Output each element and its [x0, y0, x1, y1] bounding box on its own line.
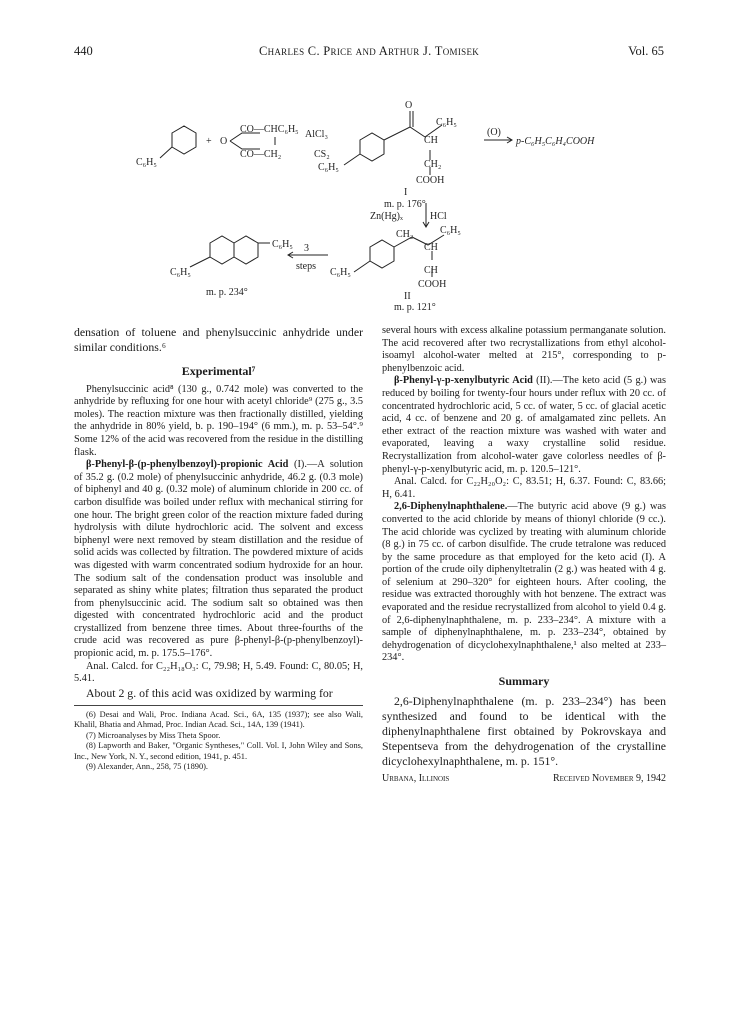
ii-ch: CH	[424, 242, 438, 253]
compound-I-title: β-Phenyl-β-(p-phenylbenzoyl)-propionic Acid	[86, 459, 289, 471]
summary-text: 2,6-Diphenylnaphthalene (m. p. 233–234°) has been synthesized and found to be identical with the diphenylnaphthalene first obtained by Pokrovskaya and Stepentseva from the dehydrogenation of the crystalline dicyclohexylnaphthalene, m. p. 151°.	[382, 693, 666, 768]
mp-naph: m. p. 234°	[206, 287, 248, 298]
paragraph-naphthalene	[382, 501, 666, 665]
paragraph-butyric-acid	[382, 375, 666, 476]
signature-line	[382, 773, 666, 786]
summary-heading: Summary	[498, 674, 550, 689]
intro-text: densation of toluene and phenylsuccinic anhydride under similar conditions.⁶	[74, 325, 363, 354]
naphthalene-ring-a	[210, 236, 234, 264]
ii-ch2: CH₂	[396, 229, 414, 240]
keto-cooh: COOH	[416, 175, 445, 186]
acid-II-ring	[370, 240, 394, 268]
oxidation-label: (O)	[487, 127, 501, 138]
naphthalene-text: —The butyric acid above (9 g.) was converted to the acid chloride by means of thionyl chloride (9 cc.). The acid chloride was cyclized by treating with aluminum chloride (8 g.) in 75 cc. of carbon disulfide. The crude tetralone was reduced by the same procedure as that employed for the keto acid (I). A portion of the crude oily diphenyltetralin (2 g.) was heated with 4 g. of selenium at 290–320° for eighteen hours. After cooling, the residue was extracted thoroughly with hot benzene. The extract was evaporated and the residue recrystallized from alcohol to yield 0.4 g. of 2,6-diphenylnaphthalene, m. p. 233–234°. A mixture with a sample of diphenylnaphthalene, m. p. 233–234°, obtained by dehydrogenation of dicyclohexylnaphthalene,¹ also melted at 233–234°.	[382, 501, 666, 664]
footnote-9: (9) Alexander, Ann., 258, 75 (1890).	[86, 762, 209, 772]
compound-II-text: (II).—The keto acid (5 g.) was reduced by boiling for twenty-four hours under reflux with 20 cc. of concentrated hydrochloric acid, 5 cc. of water, 5 cc. of glacial acetic acid, 4 cc. of benzene and 20 g. of amalgamated zinc pellets. An ether extract of the reaction mixture was washed with water and evaporated, leaving a waxy crystalline solid residue. Recrystallization from alcohol-water gave colorless needles of β-phenyl-γ-p-xenylbutyric acid, m. p. 120.5–121°.	[382, 375, 666, 475]
ii-ch-b: CH	[424, 265, 438, 276]
paragraph-keto-acid	[74, 459, 363, 661]
naphthalene-title: 2,6-Diphenylnaphthalene.	[394, 501, 508, 513]
keto-ch2: CH₂	[424, 159, 442, 170]
keto-c6h5: C₆H₅	[436, 117, 457, 128]
anhydride-top: CO—CHC₆H₅	[240, 124, 299, 135]
compound-II-title: β-Phenyl-γ-p-xenylbutyric Acid	[394, 375, 533, 387]
footnote-rule	[74, 705, 363, 706]
oxidation-product: p-C₆H₅C₆H₄COOH	[516, 136, 595, 147]
page-number: 440	[74, 44, 93, 58]
label-II: II	[404, 291, 411, 302]
reagent-alcl3: AlCl₃	[305, 129, 328, 140]
steps-word: steps	[296, 261, 316, 272]
keto-acid-ring	[360, 133, 384, 161]
reduction-hcl: HCl	[430, 211, 447, 222]
reaction-scheme	[120, 95, 660, 320]
received-date: Received November 9, 1942	[552, 772, 666, 784]
running-header	[74, 44, 664, 64]
reduction-zn: Zn(Hg)ₓ	[370, 211, 403, 222]
analysis-1: Anal. Calcd. for C₂₂H₁₈O₃: C, 79.98; H, 5.49. Found: C, 80.05; H, 5.41.	[74, 660, 363, 685]
naph-c6h5: C₆H₅	[272, 239, 293, 250]
anhydride-bottom: CO—CH₂	[240, 149, 282, 160]
running-title: Charles C. Price and Arthur J. Tomisek	[258, 44, 480, 58]
keto-phenyl: C₆H₅	[318, 162, 339, 173]
ii-c6h5: C₆H₅	[440, 225, 461, 236]
solvent-cs2: CS₂	[314, 149, 330, 160]
anhydride-o: O	[220, 136, 228, 147]
sm-phenyl: C₆H₅	[136, 157, 157, 168]
paragraph-anhydride: Phenylsuccinic acid⁸ (130 g., 0.742 mole) was converted to the anhydride by refluxing for one hour with acetyl chloride⁹ (275 g., 3.5 moles). The reaction mixture was then fractionally distilled, yielding the anhydride in 80% yield, b. p. 190–194° (6 mm.), m. p. 53–54°.⁹ Some 12% of the acid was recovered from the residue in the distilling flask.	[74, 383, 363, 458]
footnote-6: (6) Desai and Wali, Proc. Indiana Acad. Sci., 6A, 135 (1937); see also Wali, Khalil, Bhatia and Ahmad, Proc. Indian Acad. Sci., 14A, 139 (1941).	[74, 709, 363, 730]
naphthalene-ring-b	[234, 236, 258, 264]
mp-I: m. p. 176°	[384, 199, 426, 210]
biphenyl-ring	[172, 126, 196, 154]
steps-number: 3	[304, 243, 309, 254]
left-column	[74, 325, 363, 773]
right-column	[382, 325, 666, 785]
keto-ch: CH	[424, 135, 438, 146]
footnote-7: (7) Microanalyses by Miss Theta Spoor.	[86, 730, 221, 740]
keto-oxygen: O	[405, 100, 413, 111]
experimental-heading: Experimental⁷	[181, 364, 256, 378]
compound-I-text: (I).—A solution of 35.2 g. (0.2 mole) of phenylsuccinic anhydride, 46.2 g. (0.3 mole) of biphenyl and 40 g. (0.32 mole) of aluminum chloride in 200 cc. of carbon disulfide was boiled under reflux with mechanical stirring for one hour. The bright green color of the reaction mixture faded during hydrolysis with dilute hydrochloric acid. The solvent and excess biphenyl were next removed by steam distillation and the residue of solid acids was collected by filtration. The powdered mixture of acids was digested with warm concentrated sodium hydroxide for an hour. The sodium salt of the condensation product was insoluble and separated as shiny white plates; filtration thus separated the product from phenylsuccinic acid. The sodium salt so obtained was then digested with concentrated hydrochloric acid and the product crystallized from benzene three times. About three-fourths of the crude acid was recovered as pure β-phenyl-β-(p-phenylbenzoyl)-propionic acid, m. p. 175.5–176°.	[74, 459, 363, 660]
label-I: I	[404, 187, 408, 198]
ii-phenyl: C₆H₅	[330, 267, 351, 278]
volume-label: Vol. 65	[628, 44, 664, 58]
analysis-2: Anal. Calcd. for C₂₂H₂₀O₂: C, 83.51; H, 6.37. Found: C, 83.66; H, 6.41.	[382, 476, 666, 500]
footnote-8: (8) Lapworth and Baker, "Organic Syntheses," Coll. Vol. I, John Wiley and Sons, Inc., New York, N. Y., second edition, 1941, p. 451.	[74, 741, 363, 761]
mp-II: m. p. 121°	[394, 302, 436, 313]
ii-cooh: COOH	[418, 279, 447, 290]
plus-sign: +	[206, 136, 212, 147]
paragraph-oxidation: About 2 g. of this acid was oxidized by warming for	[86, 685, 333, 700]
place-label: Urbana, Illinois	[382, 772, 450, 784]
paragraph-permanganate: several hours with excess alkaline potassium permanganate solution. The acid recovered after two recrystallizations from ethyl alcohol-isoamyl alcohol-water melted at 215°, corresponding to p-phenylbenzoic acid.	[382, 325, 666, 374]
naph-phenyl: C₆H₅	[170, 267, 191, 278]
